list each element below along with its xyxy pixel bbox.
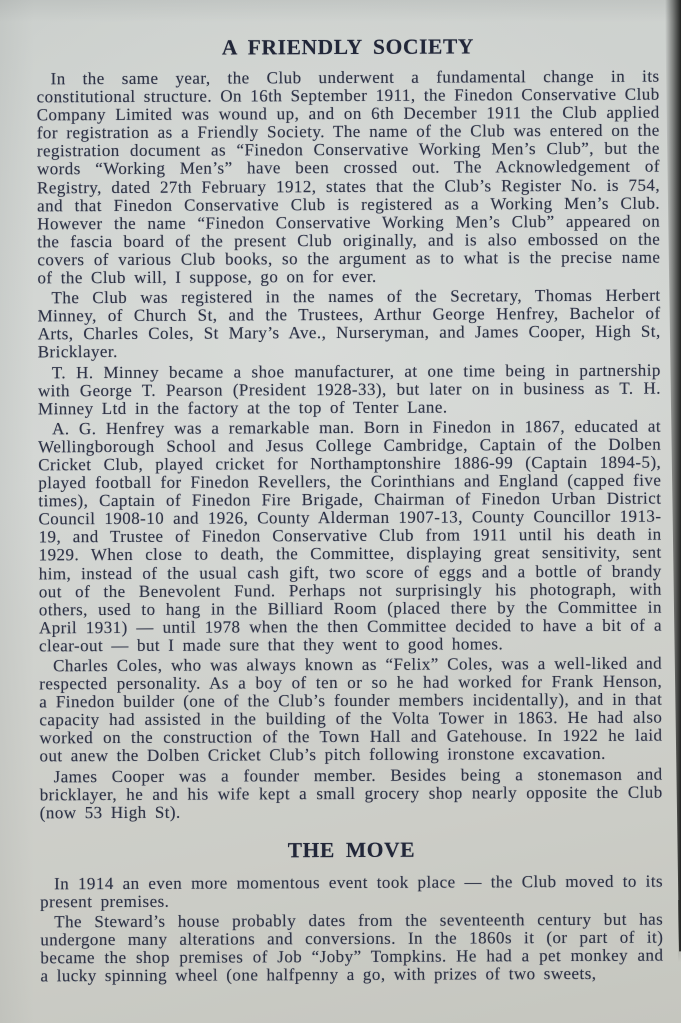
paragraph-charles-coles: Charles Coles, who was always known as “Felix” Coles, was a well-liked and respected personality. As a boy of ten or so he had worked for Frank Henson, a Finedon builder (one of the Club’s founder members incidentally), and in that capacity had assisted in the building of the Volta Tower in 1863. He had also worked on the construction of the Town Hall and Gatehouse. In 1922 he laid out anew the Dolben Cricket Club’s pitch following ironstone excavation. (39, 653, 663, 766)
paragraph-stewards-house: The Steward’s house probably dates from the seventeenth century but has undergone many alterations and conversions. In the 1860s it (or part of it) became the shop premises of Job “Joby” Tompkins. He had a pet monkey and a lucky spinning wheel (one halfpenny a go, with prizes of two sweets, (40, 909, 664, 986)
paragraph-ag-henfrey: A. G. Henfrey was a remarkable man. Born in Finedon in 1867, educated at Wellingborough School and Jesus College Cambridge, Captain of the Dolben Cricket Club, played cricket for Northamptonshire 1886-99 (Captain 1894-5), played football for Finedon Revellers, the Corinthians and England (capped five times), Captain of Finedon Fire Brigade, Chairman of Finedon Urban District Council 1908-10 and 1926, County Alderman 1907-13, County Councillor 1913-19, and Trustee of Finedon Conservative Club from 1911 until his death in 1929. When close to death, the Committee, displaying great sensitivity, sent him, instead of the usual cash gift, two score of eggs and a bottle of brandy out of the Benevolent Fund. Perhaps not surprisingly his photograph, with others, used to hang in the Billiard Room (placed there by the Committee in April 1931) — until 1978 when the then Committee decided to have a bit of a clear-out — but I made sure that they went to good homes. (38, 416, 662, 656)
paragraph-friendly-society-1: In the same year, the Club underwent a fundamental change in its constitutional structure. On 16th September 1911, the Finedon Conservative Club Company Limited was wound up, and on 6th December 1911 the Club applied for registration as a Friendly Society. The name of the Club was entered on the registration document as “Finedon Conservative Working Men’s Club”, but the words “Working Men’s” have been crossed out. The Acknowledgement of Registry, dated 27th February 1912, states that the Club’s Register No. is 754, and that Finedon Conservative Club is registered as a Working Men’s Club. However the name “Finedon Conservative Working Men’s Club” appeared on the fascia board of the present Club originally, and is also embossed on the covers of various Club books, so the argument as to what is the precise name of the Club will, I suppose, go on for ever. (36, 66, 661, 288)
section-heading-a-friendly-society: A FRIENDLY SOCIETY (221, 34, 475, 60)
paragraph-club-registration-names: The Club was registered in the names of the Secretary, Thomas Herbert Minney, of Church St, and the Trustees, Arthur George Henfrey, Bachelor of Arts, Charles Coles, St Mary’s Ave., Nurseryman, and James Cooper, High St, Bricklayer. (37, 285, 661, 362)
section-heading-the-move: THE MOVE (287, 837, 416, 863)
paragraph-move-1914: In 1914 an even more momentous event took place — the Club moved to its present premises. (40, 871, 664, 912)
paragraph-james-cooper: James Cooper was a founder member. Besides being a stonemason and bricklayer, he and his wife kept a small grocery shop nearly opposite the Club (now 53 High St). (39, 764, 663, 823)
paragraph-th-minney: T. H. Minney became a shoe manufacturer, at one time being in partnership with George T. Pearson (President 1928-33), but later on in business as T. H. Minney Ltd in the factory at the top of Tenter Lane. (37, 360, 661, 419)
